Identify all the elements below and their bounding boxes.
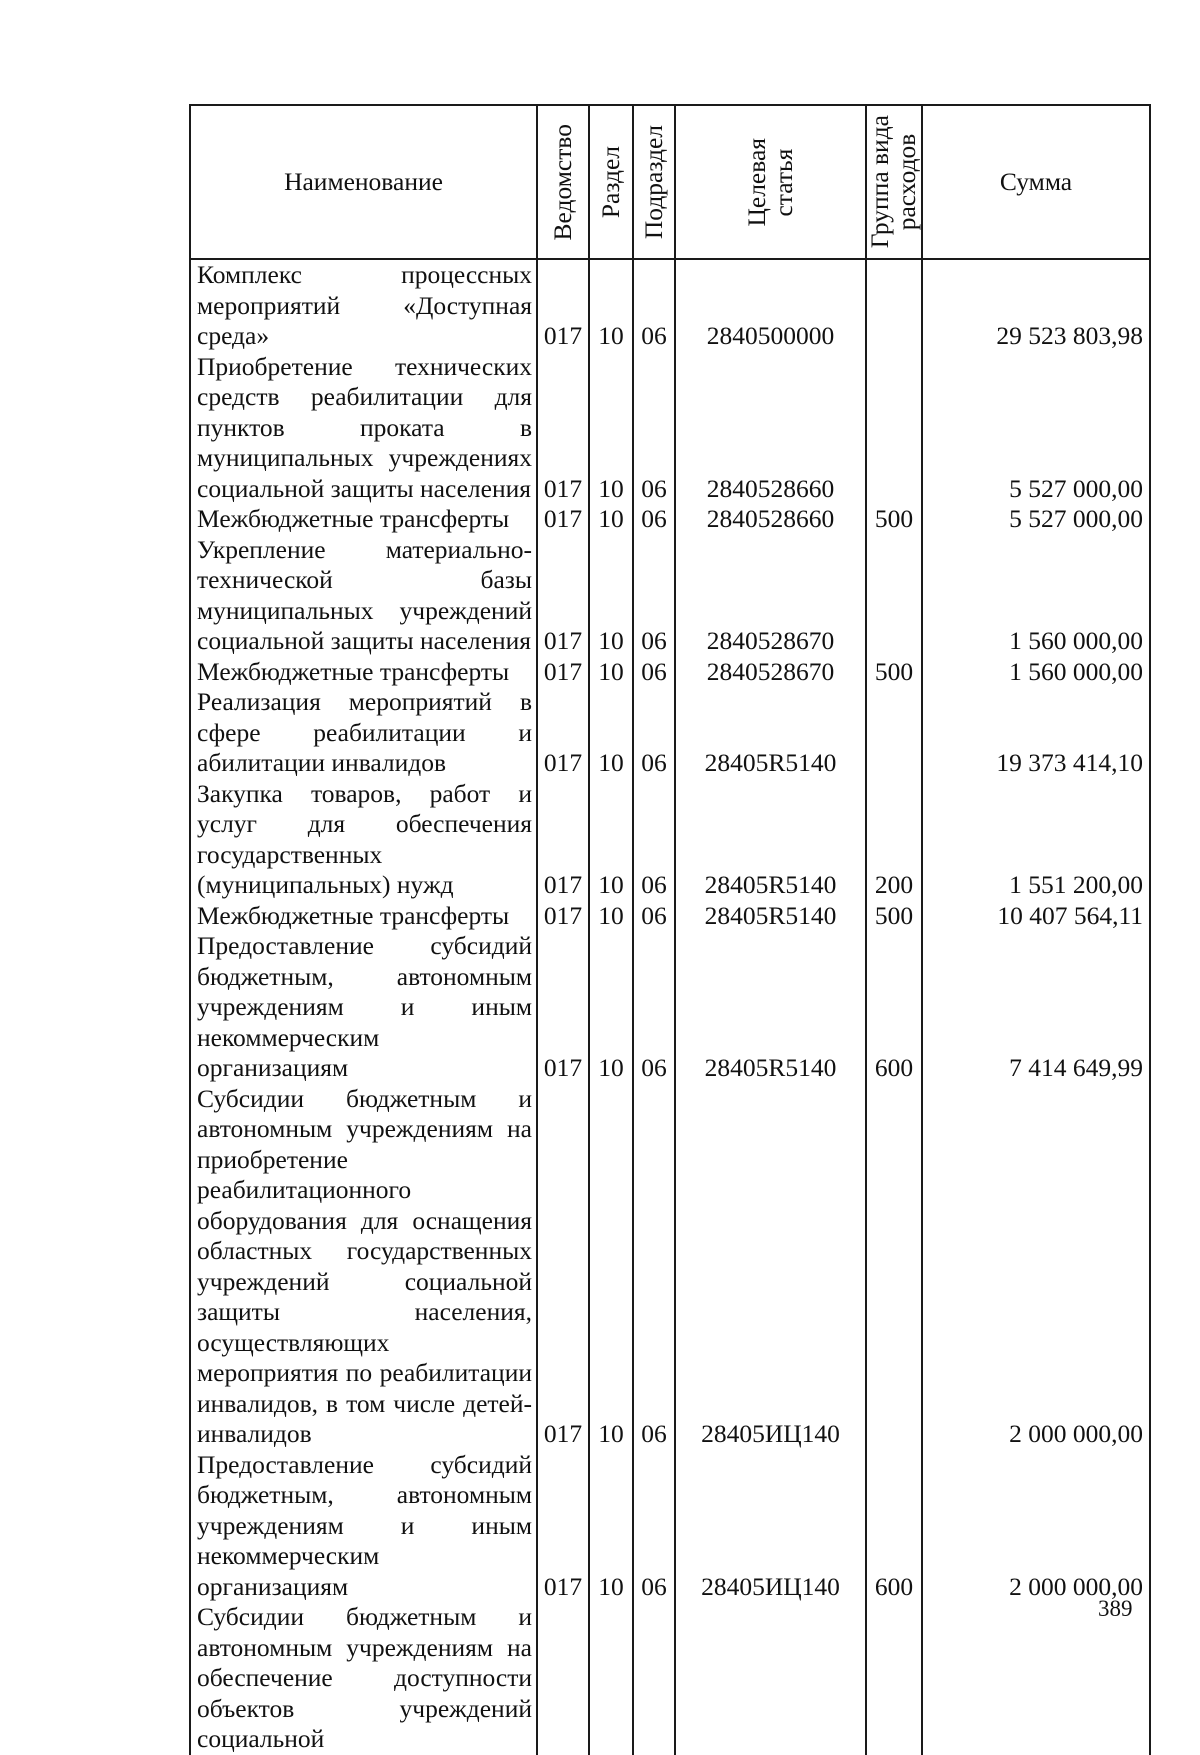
- header-name: [190, 105, 537, 259]
- row-expense-group: 600: [866, 931, 922, 1084]
- table-row: [190, 535, 1150, 657]
- row-department: 017: [537, 687, 589, 779]
- row-name: [190, 352, 537, 505]
- table-row: [190, 901, 1150, 932]
- table-row: [190, 779, 1150, 901]
- row-sum: 10 407 564,11: [922, 901, 1150, 932]
- row-name-text: Межбюджетные трансферты: [197, 504, 510, 533]
- row-name: [190, 1084, 537, 1450]
- row-expense-group: 500: [866, 657, 922, 688]
- row-sum: 5 527 000,00: [922, 504, 1150, 535]
- row-sum: 2 000 000,00: [922, 1084, 1150, 1450]
- row-subsection: 06: [633, 931, 675, 1084]
- row-section: 10: [589, 931, 633, 1084]
- row-name: [190, 901, 537, 932]
- row-target-article: 28405R5140: [675, 901, 866, 932]
- row-sum: 1 560 000,00: [922, 535, 1150, 657]
- row-expense-group: [866, 1602, 922, 1755]
- row-name-text: Межбюджетные трансферты: [197, 900, 510, 930]
- row-department: 017: [537, 931, 589, 1084]
- row-section: 10: [589, 535, 633, 657]
- header-sum-label: Сумма: [999, 166, 1073, 196]
- row-name-text: Субсидии бюджетным и автономным учреждениям на обеспечение доступности объектов учреждений социальной: [197, 1602, 532, 1753]
- row-section: 10: [589, 352, 633, 505]
- row-expense-group: 200: [866, 779, 922, 901]
- row-expense-group: 600: [866, 1450, 922, 1603]
- row-name-text: Предоставление субсидий бюджетным, автономным учреждениям и иным некоммерческим организациям: [197, 931, 532, 1082]
- row-subsection: 06: [633, 352, 675, 505]
- row-sum: 2 000 000,00: [922, 1450, 1150, 1603]
- row-department: 017: [537, 779, 589, 901]
- row-name: [190, 1602, 537, 1755]
- budget-table: [189, 104, 1151, 1755]
- row-name: [190, 259, 537, 352]
- row-sum: 29 523 803,98: [922, 259, 1150, 352]
- header-subsection-label: Подраздел: [638, 124, 668, 240]
- row-sum: [922, 1602, 1150, 1755]
- row-section: 10: [589, 1084, 633, 1450]
- row-name: [190, 779, 537, 901]
- row-target-article: 2840528660: [675, 504, 866, 535]
- row-target-article: 28405ИЦ140: [675, 1084, 866, 1450]
- row-target-article: 2840528660: [675, 352, 866, 505]
- header-target-article-line2: статья: [768, 148, 798, 216]
- row-department: 017: [537, 535, 589, 657]
- header-section-label: Раздел: [595, 145, 625, 219]
- row-department: 017: [537, 657, 589, 688]
- row-name-text: Комплекс процессных мероприятий «Доступная среда»: [197, 260, 532, 350]
- table-body: [190, 259, 1150, 1755]
- row-expense-group: [866, 352, 922, 505]
- row-name-text: Субсидии бюджетным и автономным учреждениям на приобретение реабилитационного оборудования для оснащения областных государственных учреждений социальной защиты населения, осуществляющих мероприятия по реабилитации инвалидов, в том числе детей-инвалидов: [197, 1083, 532, 1448]
- header-section: [589, 105, 633, 259]
- row-sum: 19 373 414,10: [922, 687, 1150, 779]
- row-expense-group: [866, 259, 922, 352]
- row-name: [190, 535, 537, 657]
- header-expense-group: [866, 105, 922, 259]
- row-name: [190, 1450, 537, 1603]
- row-department: 017: [537, 259, 589, 352]
- row-name: [190, 504, 537, 535]
- row-name-text: Предоставление субсидий бюджетным, автономным учреждениям и иным некоммерческим организациям: [197, 1449, 532, 1601]
- row-subsection: 06: [633, 687, 675, 779]
- row-expense-group: [866, 687, 922, 779]
- row-target-article: 28405R5140: [675, 931, 866, 1084]
- row-sum: 1 560 000,00: [922, 657, 1150, 688]
- row-name: [190, 687, 537, 779]
- row-expense-group: 500: [866, 901, 922, 932]
- row-target-article: 28405ИЦ140: [675, 1450, 866, 1603]
- table-row: [190, 657, 1150, 688]
- row-subsection: 06: [633, 1084, 675, 1450]
- row-subsection: 06: [633, 504, 675, 535]
- row-name-text: Приобретение технических средств реабилитации для пунктов проката в муниципальных учреждениях социальной защиты населения: [197, 351, 532, 503]
- row-section: 10: [589, 504, 633, 535]
- header-subsection: [633, 105, 675, 259]
- row-section: [589, 1602, 633, 1755]
- row-department: 017: [537, 901, 589, 932]
- table-header-row: [190, 105, 1150, 259]
- table-row: [190, 1450, 1150, 1603]
- row-name: [190, 931, 537, 1084]
- row-subsection: 06: [633, 901, 675, 932]
- row-subsection: 06: [633, 259, 675, 352]
- row-department: 017: [537, 504, 589, 535]
- row-department: 017: [537, 1084, 589, 1450]
- row-department: 017: [537, 352, 589, 505]
- table-row: [190, 259, 1150, 352]
- header-sum: [922, 105, 1150, 259]
- row-section: 10: [589, 901, 633, 932]
- row-section: 10: [589, 1450, 633, 1603]
- row-name: [190, 657, 537, 688]
- row-target-article: 2840528670: [675, 657, 866, 688]
- row-section: 10: [589, 687, 633, 779]
- row-target-article: 2840528670: [675, 535, 866, 657]
- row-section: 10: [589, 657, 633, 688]
- row-target-article: 28405R5140: [675, 687, 866, 779]
- row-name-text: Закупка товаров, работ и услуг для обеспечения государственных (муниципальных) нужд: [197, 778, 532, 899]
- row-name-text: Укрепление материально-технической базы муниципальных учреждений социальной защиты населения: [197, 534, 532, 655]
- table-row: [190, 1602, 1150, 1755]
- row-sum: 7 414 649,99: [922, 931, 1150, 1084]
- header-department: [537, 105, 589, 259]
- row-department: [537, 1602, 589, 1755]
- row-name-text: Реализация мероприятий в сфере реабилитации и абилитации инвалидов: [197, 687, 532, 777]
- row-subsection: 06: [633, 779, 675, 901]
- row-target-article: 28405R5140: [675, 779, 866, 901]
- row-section: 10: [589, 779, 633, 901]
- table-row: [190, 352, 1150, 505]
- row-target-article: [675, 1602, 866, 1755]
- table-row: [190, 1084, 1150, 1450]
- header-target-article: [675, 105, 866, 259]
- table-row: [190, 931, 1150, 1084]
- header-expense-group-line2: расходов: [892, 133, 921, 231]
- header-expense-group-line1: Группа вида: [865, 115, 895, 249]
- row-subsection: 06: [633, 535, 675, 657]
- row-target-article: 2840500000: [675, 259, 866, 352]
- row-department: 017: [537, 1450, 589, 1603]
- row-subsection: [633, 1602, 675, 1755]
- header-department-label: Ведомство: [547, 123, 577, 241]
- table-row: [190, 504, 1150, 535]
- row-sum: 5 527 000,00: [922, 352, 1150, 505]
- row-section: 10: [589, 259, 633, 352]
- row-expense-group: [866, 535, 922, 657]
- row-expense-group: 500: [866, 504, 922, 535]
- row-subsection: 06: [633, 657, 675, 688]
- page-number: 389: [1098, 1596, 1133, 1621]
- header-name-label: Наименование: [284, 166, 443, 196]
- table-row: [190, 687, 1150, 779]
- row-sum: 1 551 200,00: [922, 779, 1150, 901]
- header-target-article-line1: Целевая: [741, 137, 771, 227]
- row-expense-group: [866, 1084, 922, 1450]
- row-subsection: 06: [633, 1450, 675, 1603]
- row-name-text: Межбюджетные трансферты: [197, 656, 510, 686]
